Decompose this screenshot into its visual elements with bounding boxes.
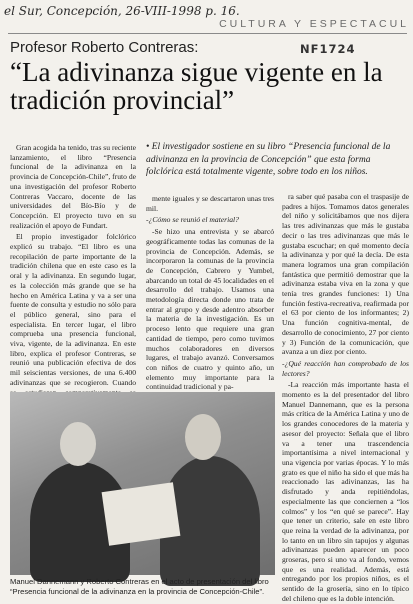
- paragraph: ra saber qué pasaba con el traspasije de padres a hijos. Tomamos datos generales del niño y solicitábamos que nos dijera las tres adivinanzas que más le gustaba decir o las tres adivinanzas que más le gustaba escuchar; en qué momento decía la adivinanza y por qué la decía. De esta manera logramos una gran compilación fantástica que permitió demostrar que la adivinanza estaba viva en la zona y que tenía tres grandes funciones: 1) Una función festiva-recreativa, reafirmada por el 63 por ciento de los informantes; 2) Una función cognitiva-mental, de desarrollo de conocimiento, 27 por ciento y 3) Función de la comunicación, que avanza a un diez por ciento.: [282, 192, 409, 357]
- person-head-right: [185, 414, 221, 460]
- archive-stamp: NF1724: [300, 42, 356, 56]
- interview-question: -¿Cómo se reunió el material?: [146, 215, 239, 225]
- interview-question: -¿Qué reacción han comprobado de los lectores?: [282, 358, 409, 378]
- section-label: CULTURA Y ESPECTACUL: [219, 18, 409, 30]
- photo-caption: Manuel Dannemann y Roberto Contreras en el acto de presentación del libro “Presencia funcional de la adivinanza en la provincia de Concepción-Chile”.: [10, 577, 269, 596]
- article-headline: “La adivinanza sigue vigente en la tradición provincial”: [10, 57, 383, 115]
- paragraph: -Se hizo una entrevista y se abarcó geográficamente todas las comunas de la provincia de Concepción. Además, se incorporaron la comunas de la provincia de Concepción, Cabrero y Yumbel, abarcando un total de 45 localidades en el desarrollo del trabajo. Usamos una metodología directa donde uno trata de entrar al grupo y desde adentro absorber la materia de la investigación. Es un proceso lento que requiere una gran cantidad de tiempo, pero como tuvimos muchos colaboradores en diversos lugares, el trabajo avanzó. Conversamos con niños de cuatro y quinto año, un elemento muy importante para la continuidad tradicional y pa-: [146, 227, 274, 392]
- body-column-2: [146, 194, 274, 392]
- book-shape: [102, 482, 181, 545]
- body-column-1: [10, 143, 136, 389]
- body-column-3: [282, 192, 409, 603]
- article-kicker: Profesor Roberto Contreras:: [10, 39, 199, 56]
- paragraph: mente iguales y se descartaron unas tres mil.: [146, 194, 274, 213]
- article-subtitle: • El investigador sostiene en su libro “Presencia funcional de la adivinanza en la provincia de Concepción” que esta forma folclórica está totalmente vigente, sobre todo en los niños.: [146, 142, 391, 177]
- paragraph: Gran acogida ha tenido, tras su reciente lanzamiento, el libro “Presencia funcional de la adivinanza en la provincia de Concepción-Chile”, fruto de una investigación del profesor Roberto Contreras Vaccaro, docente de las universidades del Bío-Bío y de Concepción. El proyecto tuvo en su realización el apoyo de Fundart.: [10, 143, 136, 230]
- article-photo: [10, 392, 275, 575]
- header-rule: [8, 33, 407, 34]
- paragraph: -La reacción más importante hasta el momento es la del presentador del libro Manuel Dannemann, que es la persona más crítica de la América Latina y uno de los grandes conocedores de la materia y asesor del proyecto: Señala que el libro va a tener una trascendencia importantísima a nivel internacional y una vigencia por varias épocas. Y lo más grato es que el niño ha sido el que más ha reaccionado las adivinanzas, las ha disfrutado y anda repitiéndolas, especialmente las que conciernen a “los colmos” y los “en qué se parece”. Hay que tener un criterio, sale en este libro que reina la verdad de la adivinanza, por lo tanto en un libro sin tapujos y algunas adivinanzas pueden aparecer un poco groseras, pero si uno va al fondo, vemos que es una realidad. Además, está entregando por los propios niños, es el sentido de la grosería, sino en lo típico del chileno que es la doble intención.: [282, 380, 409, 603]
- handwritten-note: el Sur, Concepción, 26-VIII-1998 p. 16.: [4, 4, 240, 18]
- person-head-left: [60, 422, 96, 466]
- paragraph: El propio investigador folclórico explicó su trabajo. “El libro es una recopilación de parte importante de la tradición chilena que en este caso es la oral y la adivinanza. En segundo lugar, es la colección más grande que se ha hecho en América Latina y va a ser una fuente de consulta y estudio no sólo para el público general, sino para el especialista. En tercer lugar, el libro comprueba una presencia funcional, viva, vigente, de la adivinanza. En este libro, explica el profesor Contreras, se reunió una publicación efectiva de dos mil seiscientas versiones, de una 6.400 adivinanzas que se recogieron. Cuando: [10, 232, 136, 387]
